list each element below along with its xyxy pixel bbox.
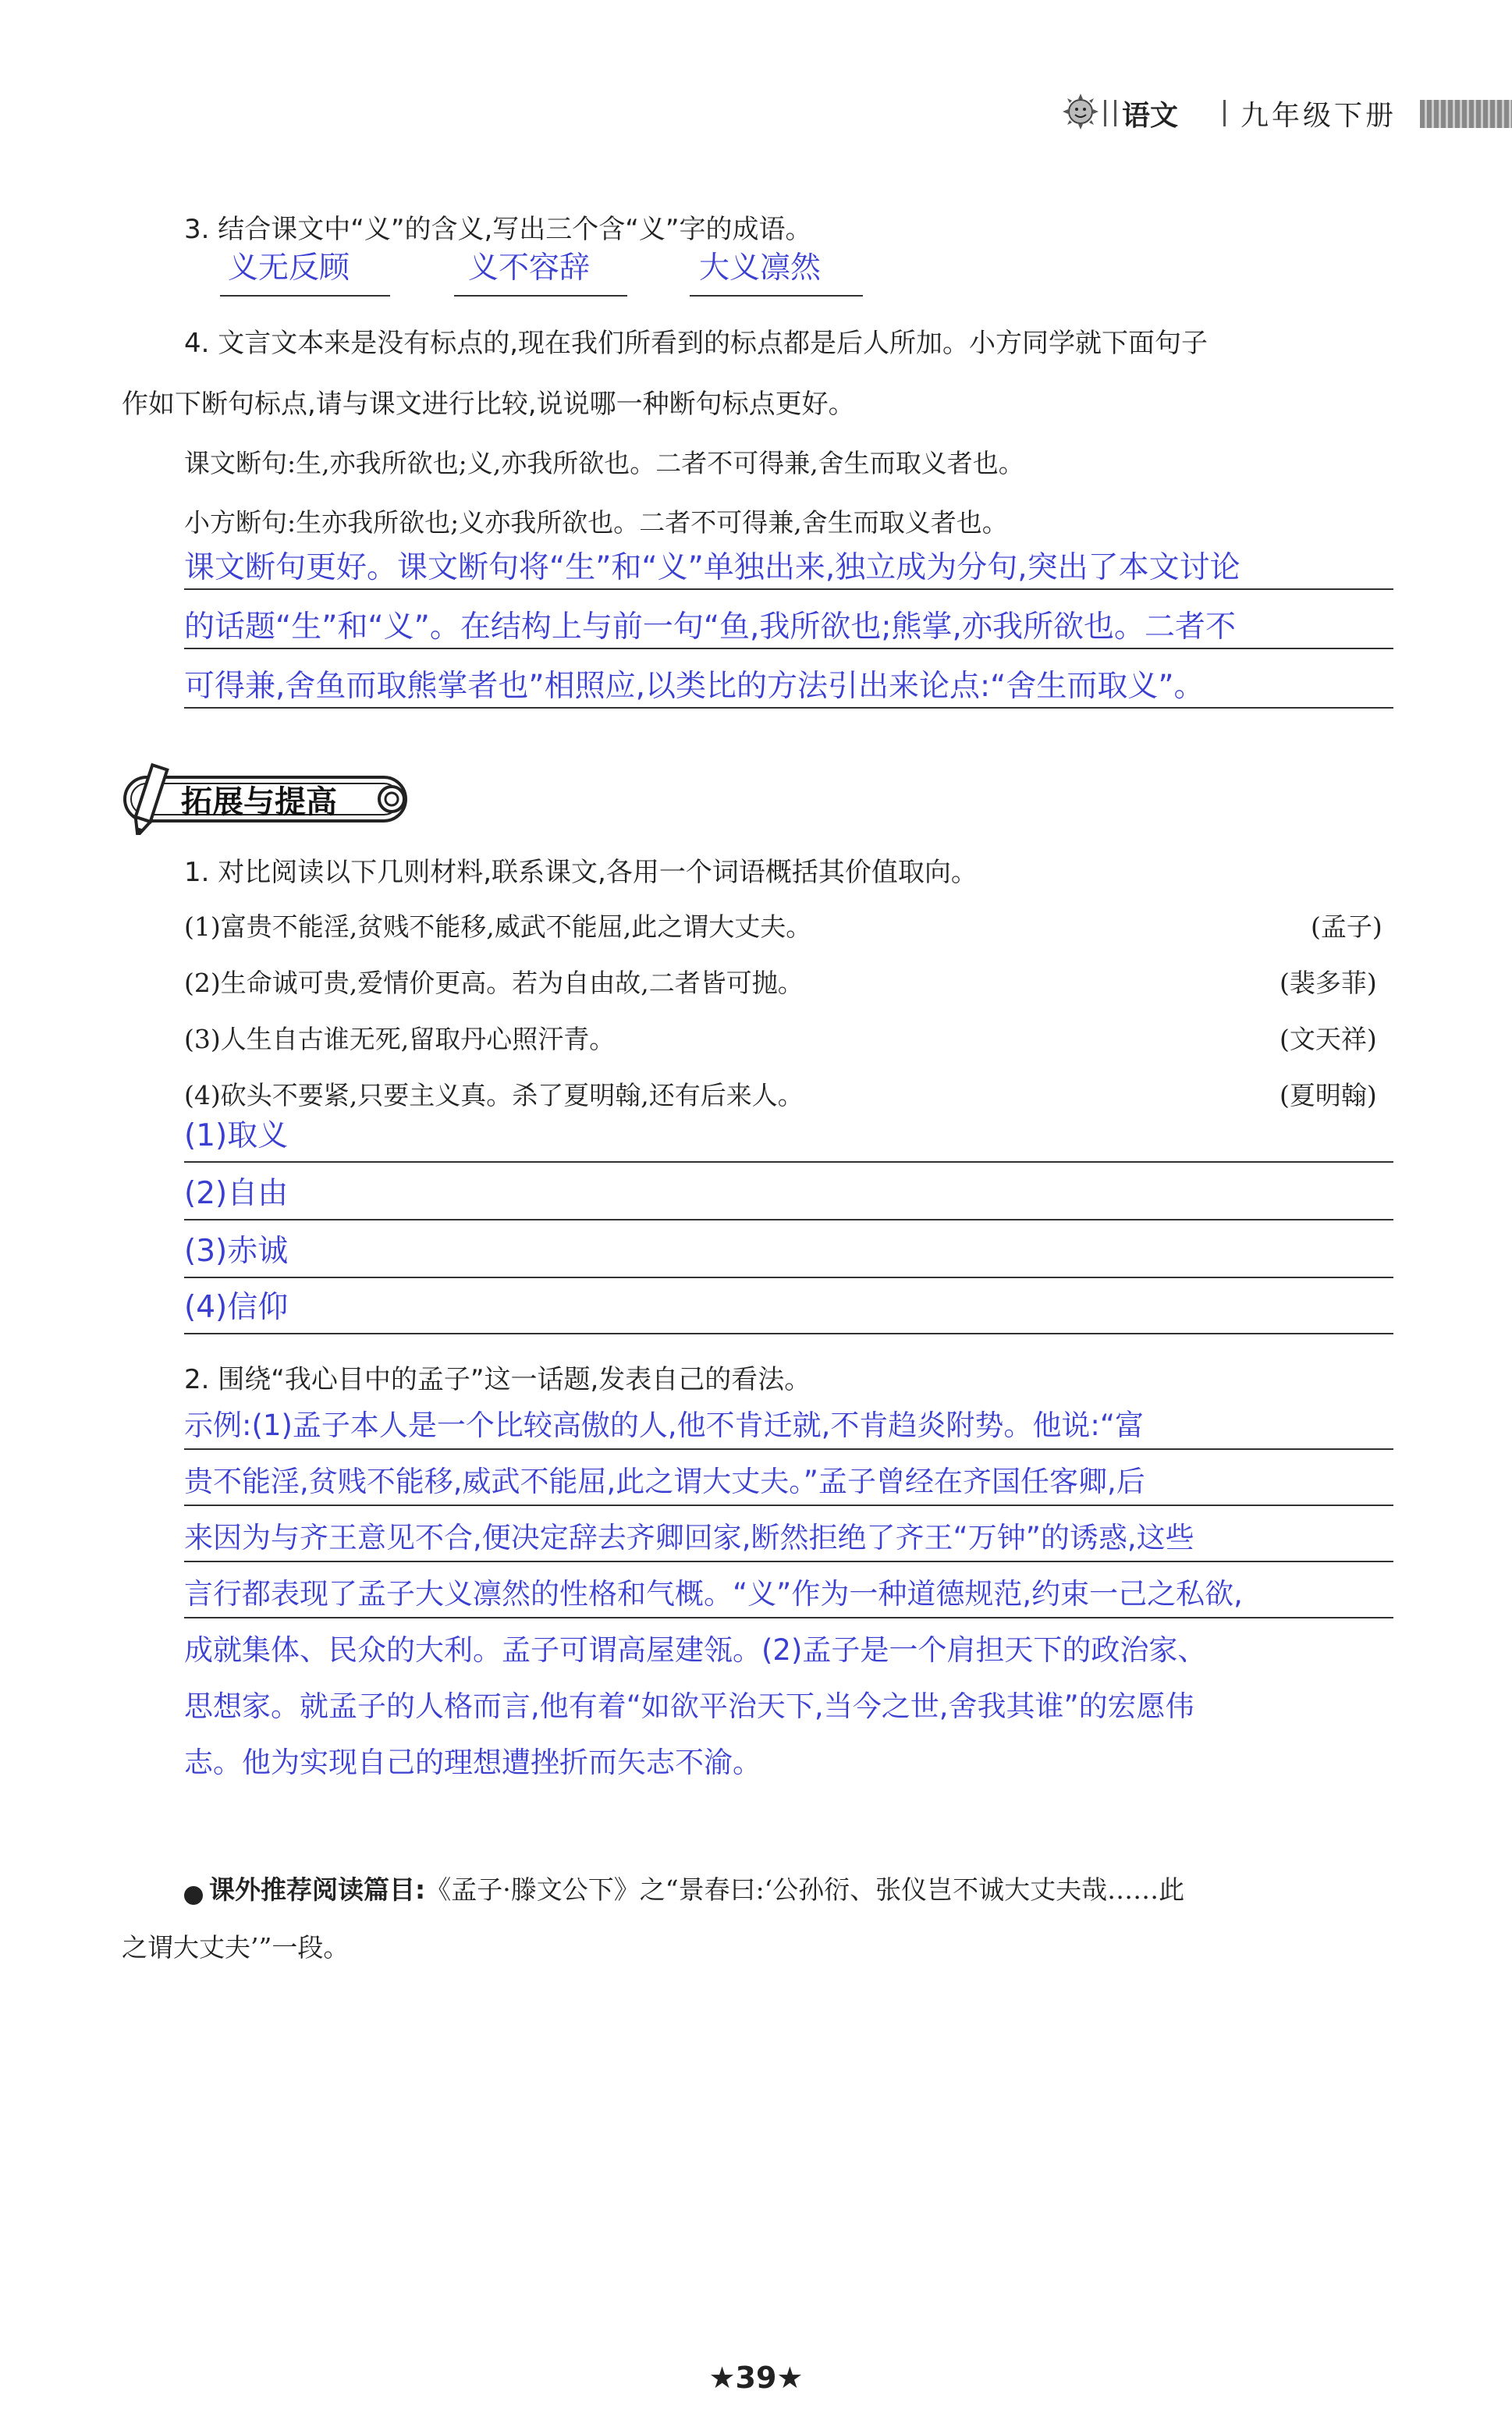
header-separator	[1223, 100, 1230, 126]
answer-underline	[184, 1161, 1393, 1163]
answer-underline	[184, 588, 1393, 590]
recommend-label: 课外推荐阅读篇目:	[209, 1874, 426, 1905]
answer-underline	[184, 1333, 1393, 1334]
q4-answer-line: 课文断句更好。课文断句将“生”和“义”单独出来,独立成为分句,突出了本文讨论	[184, 550, 1240, 585]
answer-underline	[220, 295, 390, 297]
e2-answer-line: 言行都表现了孟子大义凛然的性格和气概。“义”作为一种道德规范,约束一己之私欲,	[184, 1577, 1243, 1611]
q3-answer-3: 大义凛然	[699, 250, 822, 286]
e2-answer-line: 志。他为实现自己的理想遭挫折而矢志不渝。	[184, 1746, 761, 1779]
q4-question-line1: 4. 文言文本来是没有标点的,现在我们所看到的标点都是后人所加。小方同学就下面句子	[184, 328, 1209, 359]
e1-quote-1-author: (孟子)	[1311, 911, 1382, 942]
e2-question: 2. 围绕“我心目中的孟子”这一话题,发表自己的看法。	[184, 1364, 811, 1395]
bullet-icon	[184, 1886, 203, 1905]
e1-answer-1: (1)取义	[184, 1118, 289, 1153]
header-grade: 九年级下册	[1240, 100, 1397, 132]
answer-underline	[454, 295, 627, 297]
e1-quote-4-author: (夏明翰)	[1280, 1080, 1377, 1110]
answer-underline	[184, 1448, 1393, 1450]
q3-answer-2: 义不容辞	[468, 250, 591, 286]
e1-quote-1: (1)富贵不能淫,贫贱不能移,威武不能屈,此之谓大丈夫。	[184, 911, 812, 942]
header-decorative-strip	[1420, 100, 1512, 128]
e1-answer-4: (4)信仰	[184, 1290, 289, 1325]
q4-answer-line: 的话题“生”和“义”。在结构上与前一句“鱼,我所欲也;熊掌,亦我所欲也。二者不	[184, 609, 1236, 645]
answer-underline	[184, 1505, 1393, 1506]
recommend-line2: 之谓大丈夫’”一段。	[122, 1932, 350, 1963]
answer-underline	[184, 648, 1393, 649]
answer-underline	[184, 1219, 1393, 1220]
e1-quote-3-author: (文天祥)	[1280, 1024, 1377, 1054]
q3-question: 3. 结合课文中“义”的含义,写出三个含“义”字的成语。	[184, 214, 812, 245]
e2-answer-line: 贵不能淫,贫贱不能移,威武不能屈,此之谓大丈夫。”孟子曾经在齐国任客卿,后	[184, 1465, 1145, 1498]
q4-text-b: 小方断句:生亦我所欲也;义亦我所欲也。二者不可得兼,舍生而取义者也。	[184, 507, 1008, 538]
answer-underline	[184, 707, 1393, 709]
e2-answer-line: 思想家。就孟子的人格而言,他有着“如欲平治天下,当今之世,舍我其谁”的宏愿伟	[184, 1689, 1194, 1723]
sun-mascot-icon	[1061, 92, 1100, 131]
answer-underline	[690, 295, 863, 297]
page-number: ★39★	[708, 2361, 804, 2395]
e1-quote-2: (2)生命诚可贵,爱情价更高。若为自由故,二者皆可抛。	[184, 968, 804, 998]
e1-answer-3: (3)赤诚	[184, 1234, 289, 1269]
e1-quote-3: (3)人生自古谁无死,留取丹心照汗青。	[184, 1024, 616, 1054]
q4-text-a: 课文断句:生,亦我所欲也;义,亦我所欲也。二者不可得兼,舍生而取义者也。	[184, 448, 1024, 478]
q4-answer-line: 可得兼,舍鱼而取熊掌者也”相照应,以类比的方法引出来论点:“舍生而取义”。	[184, 669, 1205, 704]
recommend-line1	[184, 1870, 1184, 1906]
e1-question: 1. 对比阅读以下几则材料,联系课文,各用一个词语概括其价值取向。	[184, 857, 978, 888]
answer-underline	[184, 1617, 1393, 1618]
e1-answer-2: (2)自由	[184, 1176, 289, 1211]
section-title: 拓展与提高	[181, 784, 337, 820]
header-subject: 语文	[1122, 100, 1179, 132]
recommend-text: 《孟子·滕文公下》之“景春曰:‘公孙衍、张仪岂不诚大丈夫哉……此	[425, 1874, 1185, 1905]
e2-answer-line: 来因为与齐王意见不合,便决定辞去齐卿回家,断然拒绝了齐王“万钟”的诱惑,这些	[184, 1521, 1194, 1554]
answer-underline	[184, 1277, 1393, 1278]
e1-quote-4: (4)砍头不要紧,只要主义真。杀了夏明翰,还有后来人。	[184, 1080, 804, 1110]
answer-underline	[184, 1561, 1393, 1562]
e2-answer-line: 示例:(1)孟子本人是一个比较高傲的人,他不肯迁就,不肯趋炎附势。他说:“富	[184, 1409, 1145, 1442]
q4-question-line2: 作如下断句标点,请与课文进行比较,说说哪一种断句标点更好。	[122, 389, 855, 420]
q3-answer-1: 义无反顾	[228, 250, 350, 286]
e1-quote-2-author: (裴多菲)	[1280, 968, 1377, 998]
header-divider	[1104, 100, 1116, 126]
e2-answer-line: 成就集体、民众的大利。孟子可谓高屋建瓴。(2)孟子是一个肩担天下的政治家、	[184, 1633, 1207, 1667]
